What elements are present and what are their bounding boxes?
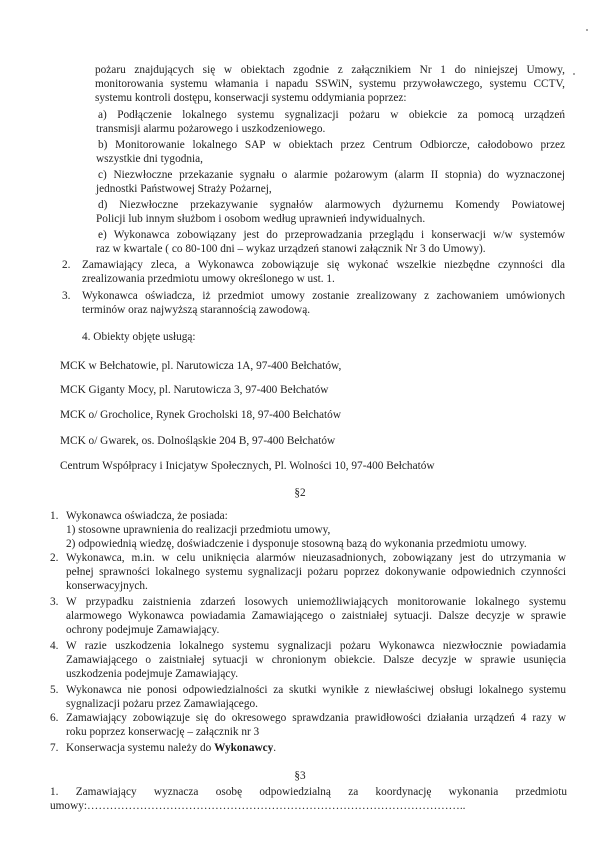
object-address: Centrum Współpracy i Inicjatyw Społecznych, Pl. Wolności 10, 97-400 Bełchatów xyxy=(60,460,435,472)
point-line: alarmowego Wykonawca powiadamia Zamawiającego o zaistniałej sytuacji. Dalsze decyzje w sprawie xyxy=(66,610,566,622)
point-line: uszkodzenia podejmuje Zamawiający. xyxy=(66,668,239,680)
scan-speck xyxy=(573,73,575,75)
list-number: 1. xyxy=(50,510,59,522)
point-line: 2) odpowiednią wiedzę, doświadczenie i dysponuje stosowną bazą do wykonania przedmiotu umowy. xyxy=(66,538,527,550)
point-line: Zamawiający zleca, a Wykonawca zobowiązuje się wykonać wszelkie niezbędne czynności dla xyxy=(82,259,565,271)
list-number: 5. xyxy=(50,684,59,696)
list-number: 3. xyxy=(62,290,71,302)
point-line: ochrony podejmuje Zamawiający. xyxy=(66,624,220,636)
point-line: 1) stosowne uprawnienia do realizacji przedmiotu umowy, xyxy=(66,524,331,536)
s3-line: 1. Zamawiający wyznacza osobę odpowiedzialną za koordynację wykonania przedmiotu xyxy=(50,786,567,798)
point-line: Wykonawca oświadcza, że posiada: xyxy=(66,510,228,522)
section-heading: §3 xyxy=(294,770,306,782)
list-number: 3. xyxy=(50,596,59,608)
intro-line: pożaru znajdujących się w obiektach zgodnie z załącznikiem Nr 1 do niniejszej Umowy, xyxy=(95,64,565,76)
point-text: . xyxy=(273,742,277,754)
list-number: 4. xyxy=(50,640,59,652)
point-line: roku poprzez konserwację – załącznik nr 3 xyxy=(66,726,260,738)
s3-line xyxy=(50,800,567,813)
point-text: Konserwacja systemu należy do xyxy=(66,742,215,754)
point-line xyxy=(66,742,276,755)
point-line: sygnalizacji pożaru przez Zamawiającego. xyxy=(66,698,258,710)
subitem-line: wszystkie dni tygodnia, xyxy=(96,153,203,165)
point-line: konserwacyjnych. xyxy=(66,580,148,592)
list-number: 6. xyxy=(50,712,59,724)
list-number: 2. xyxy=(50,552,59,564)
point-line: Wykonawca oświadcza, iż przedmiot umowy zostanie zrealizowany z zachowaniem umówionych xyxy=(82,290,565,302)
s3-label: umowy: xyxy=(50,800,88,812)
scan-speck xyxy=(586,29,588,31)
subitem-line: c) Niezwłoczne przekazanie sygnału o alarmie pożarowym (alarm II stopnia) do wyznaczonej xyxy=(98,169,565,181)
fill-in-dots: ……………………………………………………………………………………….. xyxy=(87,800,466,812)
emphasis-text: Wykonawcy xyxy=(214,742,274,754)
point-line: Zamawiający zobowiązuje się do okresowego sprawdzania prawidłowości działania urządzeń 4 razy w xyxy=(66,712,566,724)
objects-heading: 4. Obiekty objęte usługą: xyxy=(82,331,196,343)
subitem-line: raz w kwartale ( co 80-100 dni – wykaz urządzeń stanowi załącznik Nr 3 do Umowy). xyxy=(96,243,486,255)
subitem-line: jednostki Państwowej Straży Pożarnej, xyxy=(96,183,272,195)
point-line: Wykonawca, m.in. w celu uniknięcia alarmów nieuzasadnionych, zobowiązany jest do utrzymania w xyxy=(66,552,566,564)
point-line: Zamawiającego o zaistniałej sytuacji w chronionym obiekcie. Dalsze decyzje w sprawie usunięcia xyxy=(66,654,566,666)
point-line: W przypadku zaistnienia zdarzeń losowych uniemożliwiających monitorowanie lokalnego systemu xyxy=(66,596,566,608)
list-number: 2. xyxy=(62,259,71,271)
subitem-line: Policji lub innym służbom i osobom według uprawnień indywidualnych. xyxy=(96,213,426,225)
point-line: W razie uszkodzenia lokalnego systemu sygnalizacji pożaru Wykonawca niezwłocznie powiadamia xyxy=(66,640,566,652)
intro-line: systemu kontroli dostępu, konserwacji systemu oddymiania poprzez: xyxy=(95,92,407,104)
point-line: pełnej sprawności lokalnego systemu sygnalizacji pożaru poprzez dokonywanie odpowiednich czynności xyxy=(66,566,566,578)
subitem-line: d) Niezwłoczne przekazywanie sygnałów alarmowych dyżurnemu Komendy Powiatowej xyxy=(98,199,565,211)
object-address: MCK w Bełchatowie, pl. Narutowicza 1A, 97-400 Bełchatów, xyxy=(60,360,342,372)
object-address: MCK o/ Grocholice, Rynek Grocholski 18, 97-400 Bełchatów xyxy=(60,409,341,421)
subitem-line: transmisji alarmu pożarowego i uszkodzeniowego. xyxy=(96,123,326,135)
object-address: MCK o/ Gwarek, os. Dolnośląskie 204 B, 97-400 Bełchatów xyxy=(60,435,336,447)
subitem-line: e) Wykonawca zobowiązany jest do przeprowadzania przeglądu i konserwacji w/w systemów xyxy=(98,229,565,241)
section-heading: §2 xyxy=(294,487,306,499)
list-number: 7. xyxy=(50,742,59,754)
point-line: zrealizowania przedmiotu umowy określonego w ust. 1. xyxy=(82,273,335,285)
intro-line: monitorowania systemu włamania i napadu SSWiN, systemu przywoławczego, systemu CCTV, xyxy=(95,78,565,90)
point-line: terminów oraz najwyższą starannością zawodową. xyxy=(82,304,311,316)
object-address: MCK Giganty Mocy, pl. Narutowicza 3, 97-400 Bełchatów xyxy=(60,384,329,396)
subitem-line: a) Podłączenie lokalnego systemu sygnalizacji pożaru w obiekcie za pomocą urządzeń xyxy=(98,109,565,121)
subitem-line: b) Monitorowanie lokalnego SAP w obiektach przez Centrum Odbiorcze, całodobowo przez xyxy=(98,139,565,151)
point-line: Wykonawca nie ponosi odpowiedzialności za skutki wynikłe z niewłaściwej obsługi lokalnego systemu xyxy=(66,684,566,696)
